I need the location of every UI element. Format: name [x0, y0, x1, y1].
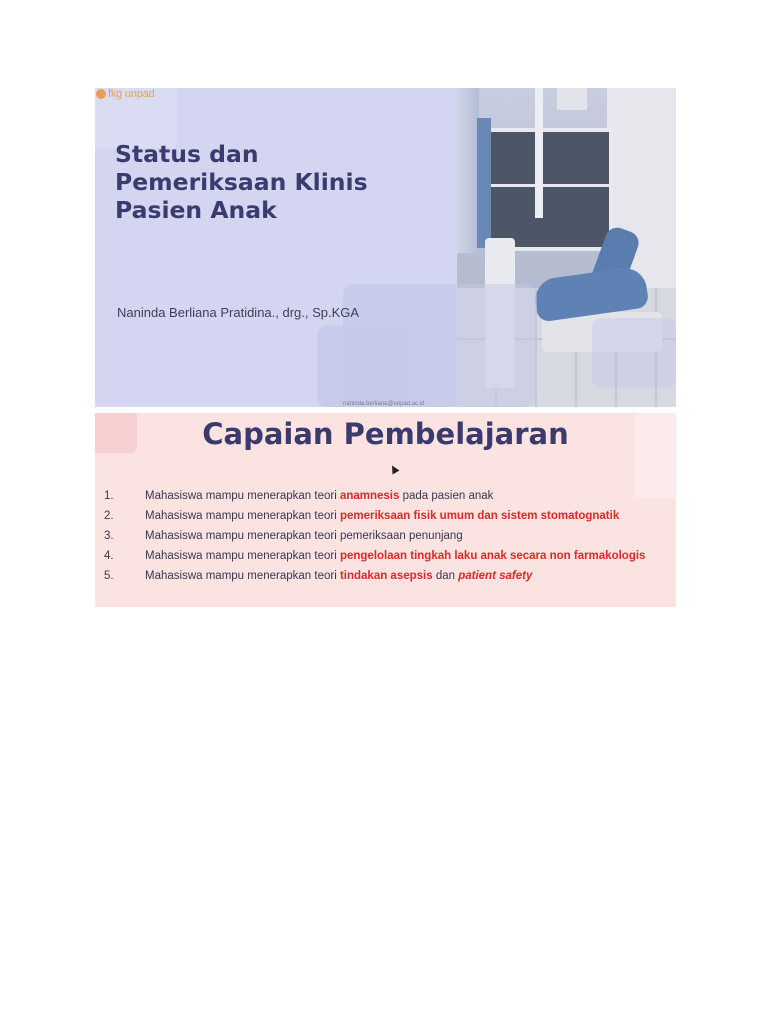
learning-outcomes-slide	[95, 413, 676, 607]
list-item	[95, 550, 676, 570]
mouse-cursor-icon	[389, 464, 400, 475]
slide-title-line: Status dan	[115, 140, 259, 168]
logo-icon	[96, 89, 106, 99]
item-number: 1.	[104, 490, 114, 502]
logo-text: fkg unpad	[108, 88, 155, 100]
list-item	[95, 530, 676, 550]
outcomes-list	[95, 490, 676, 590]
dental-clinic-photo	[457, 88, 676, 407]
slide-title-line: Pemeriksaan Klinis	[115, 168, 368, 196]
item-text: Mahasiswa mampu menerapkan teori pemeriksaan penunjang	[145, 530, 463, 542]
list-item	[95, 570, 676, 590]
item-number: 3.	[104, 530, 114, 542]
slide-title: Capaian Pembelajaran	[202, 417, 569, 451]
list-item	[95, 510, 676, 530]
institution-logo	[96, 88, 155, 100]
item-text: Mahasiswa mampu menerapkan teori pengelolaan tingkah laku anak secara non farmakologis	[145, 550, 646, 562]
slide-title-line: Pasien Anak	[115, 196, 277, 224]
decorative-block	[317, 326, 407, 407]
list-item	[95, 490, 676, 510]
author-name: Naninda Berliana Pratidina., drg., Sp.KGA	[117, 305, 360, 320]
item-text: Mahasiswa mampu menerapkan teori pemeriksaan fisik umum dan sistem stomatognatik	[145, 510, 620, 522]
item-text: Mahasiswa mampu menerapkan teori tindakan asepsis dan patient safety	[145, 570, 533, 582]
item-number: 2.	[104, 510, 114, 522]
author-email: naninda.berliana@unpad.ac.id	[343, 401, 425, 407]
item-text: Mahasiswa mampu menerapkan teori anamnesis pada pasien anak	[145, 490, 494, 502]
item-number: 5.	[104, 570, 114, 582]
item-number: 4.	[104, 550, 114, 562]
slide-title	[115, 140, 435, 224]
title-slide	[95, 88, 676, 407]
